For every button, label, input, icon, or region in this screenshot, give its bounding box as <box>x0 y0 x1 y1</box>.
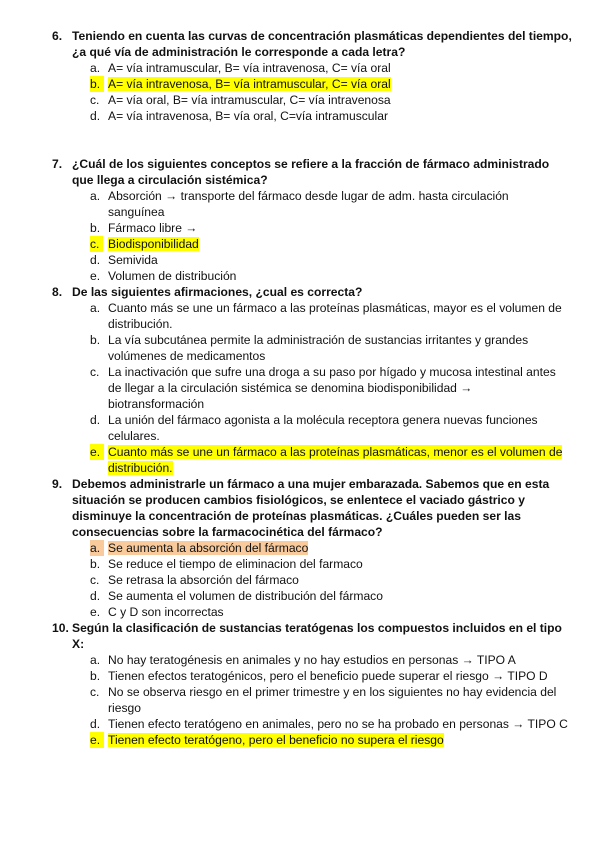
option-letter: a. <box>90 653 101 667</box>
option-6b <box>90 76 568 92</box>
option-text: Tienen efecto teratógeno en animales, pero no se ha probado en personas → TIPO C <box>108 717 568 731</box>
option-text: No hay teratogénesis en animales y no hay estudios en personas → TIPO A <box>108 653 516 667</box>
question-number: 8. <box>52 285 63 299</box>
option-9a <box>90 540 568 556</box>
spacer <box>0 124 600 156</box>
question-number: 6. <box>52 29 63 43</box>
option-10c <box>90 684 568 716</box>
option-8d <box>90 412 568 444</box>
option-8c <box>90 364 568 412</box>
question-9 <box>52 476 572 540</box>
option-7e <box>90 268 568 284</box>
option-letter: d. <box>90 589 101 603</box>
question-8 <box>52 284 572 300</box>
option-6c <box>90 92 568 108</box>
option-letter: c. <box>90 365 100 379</box>
option-6a <box>90 60 568 76</box>
option-letter: d. <box>90 253 101 267</box>
option-text: Se aumenta el volumen de distribución del fármaco <box>108 589 383 603</box>
question-text: Según la clasificación de sustancias teratógenas los compuestos incluidos en el tipo X: <box>72 621 562 651</box>
question-10 <box>52 620 572 652</box>
option-text-highlighted: Cuanto más se une un fármaco a las proteínas plasmáticas, menor es el volumen de distribución. <box>108 445 563 475</box>
option-7c <box>90 236 568 252</box>
option-letter: d. <box>90 109 101 123</box>
question-number: 7. <box>52 157 63 171</box>
option-7a <box>90 188 568 220</box>
option-6d <box>90 108 568 124</box>
question-number: 10. <box>52 621 69 635</box>
option-text: Absorción → transporte del fármaco desde lugar de adm. hasta circulación sanguínea <box>108 189 509 219</box>
option-letter: a. <box>90 61 101 75</box>
question-text: Debemos administrarle un fármaco a una mujer embarazada. Sabemos que en esta situación se producen cambios fisiológicos, se enlentece el vaciado gástrico y disminuye la concentración de proteínas plasmáticas. ¿Cuáles pueden ser las consecuencias sobre la farmacocinética del fármaco? <box>72 477 550 539</box>
option-9b <box>90 556 568 572</box>
option-letter: a. <box>90 540 104 556</box>
option-9c <box>90 572 568 588</box>
option-text: Cuanto más se une un fármaco a las proteínas plasmáticas, mayor es el volumen de distribución. <box>108 301 562 331</box>
option-text: Fármaco libre → <box>108 221 198 235</box>
option-10a <box>90 652 568 668</box>
option-10e <box>90 732 568 748</box>
option-10b <box>90 668 568 684</box>
option-text: A= vía intravenosa, B= vía oral, C=vía intramuscular <box>108 109 388 123</box>
option-letter: e. <box>90 444 104 460</box>
option-text: La unión del fármaco agonista a la molécula receptora genera nuevas funciones celulares. <box>108 413 538 443</box>
option-letter: b. <box>90 76 104 92</box>
option-text: Volumen de distribución <box>108 269 237 283</box>
option-letter: b. <box>90 669 101 683</box>
question-number: 9. <box>52 477 63 491</box>
option-letter: b. <box>90 557 101 571</box>
question-text: Teniendo en cuenta las curvas de concentración plasmáticas dependientes del tiempo, ¿a qué vía de administración le corresponde a cada letra? <box>72 29 572 59</box>
option-8e <box>90 444 568 476</box>
option-8a <box>90 300 568 332</box>
option-7b <box>90 220 568 236</box>
option-letter: b. <box>90 221 101 235</box>
option-9d <box>90 588 568 604</box>
option-text: Se reduce el tiempo de eliminacion del farmaco <box>108 557 363 571</box>
option-letter: c. <box>90 236 103 252</box>
question-text: De las siguientes afirmaciones, ¿cual es correcta? <box>72 285 363 299</box>
option-letter: e. <box>90 269 101 283</box>
option-text: A= vía oral, B= vía intramuscular, C= vía intravenosa <box>108 93 391 107</box>
option-letter: a. <box>90 301 101 315</box>
option-letter: e. <box>90 732 104 748</box>
option-letter: e. <box>90 605 101 619</box>
option-letter: b. <box>90 333 101 347</box>
option-10d <box>90 716 568 732</box>
question-6 <box>52 28 572 60</box>
option-letter: c. <box>90 685 100 699</box>
option-text-highlighted: A= vía intravenosa, B= vía intramuscular, C= vía oral <box>108 77 391 91</box>
option-letter: a. <box>90 189 101 203</box>
option-text: A= vía intramuscular, B= vía intravenosa, C= vía oral <box>108 61 391 75</box>
exam-document <box>0 28 600 748</box>
option-text: C y D son incorrectas <box>108 605 224 619</box>
option-text-highlighted: Se aumenta la absorción del fármaco <box>108 541 309 555</box>
option-text: Tienen efectos teratogénicos, pero el beneficio puede superar el riesgo → TIPO D <box>108 669 548 683</box>
option-7d <box>90 252 568 268</box>
option-text-highlighted: Tienen efecto teratógeno, pero el beneficio no supera el riesgo <box>108 733 444 747</box>
option-text: No se observa riesgo en el primer trimestre y en los siguientes no hay evidencia del riesgo <box>108 685 557 715</box>
option-text: Se retrasa la absorción del fármaco <box>108 573 299 587</box>
question-7 <box>52 156 572 188</box>
option-8b <box>90 332 568 364</box>
option-letter: c. <box>90 573 100 587</box>
option-letter: d. <box>90 717 101 731</box>
option-text: La inactivación que sufre una droga a su paso por hígado y mucosa intestinal antes de llegar a la circulación sistémica se denomina biodisponibilidad → biotransformación <box>108 365 556 411</box>
question-text: ¿Cuál de los siguientes conceptos se refiere a la fracción de fármaco administrado que llega a circulación sistémica? <box>72 157 550 187</box>
option-text: La vía subcutánea permite la administración de sustancias irritantes y grandes volúmenes de medicamentos <box>108 333 529 363</box>
option-text-highlighted: Biodisponibilidad <box>108 237 199 251</box>
option-letter: c. <box>90 93 100 107</box>
option-letter: d. <box>90 413 101 427</box>
option-text: Semivida <box>108 253 158 267</box>
option-9e <box>90 604 568 620</box>
